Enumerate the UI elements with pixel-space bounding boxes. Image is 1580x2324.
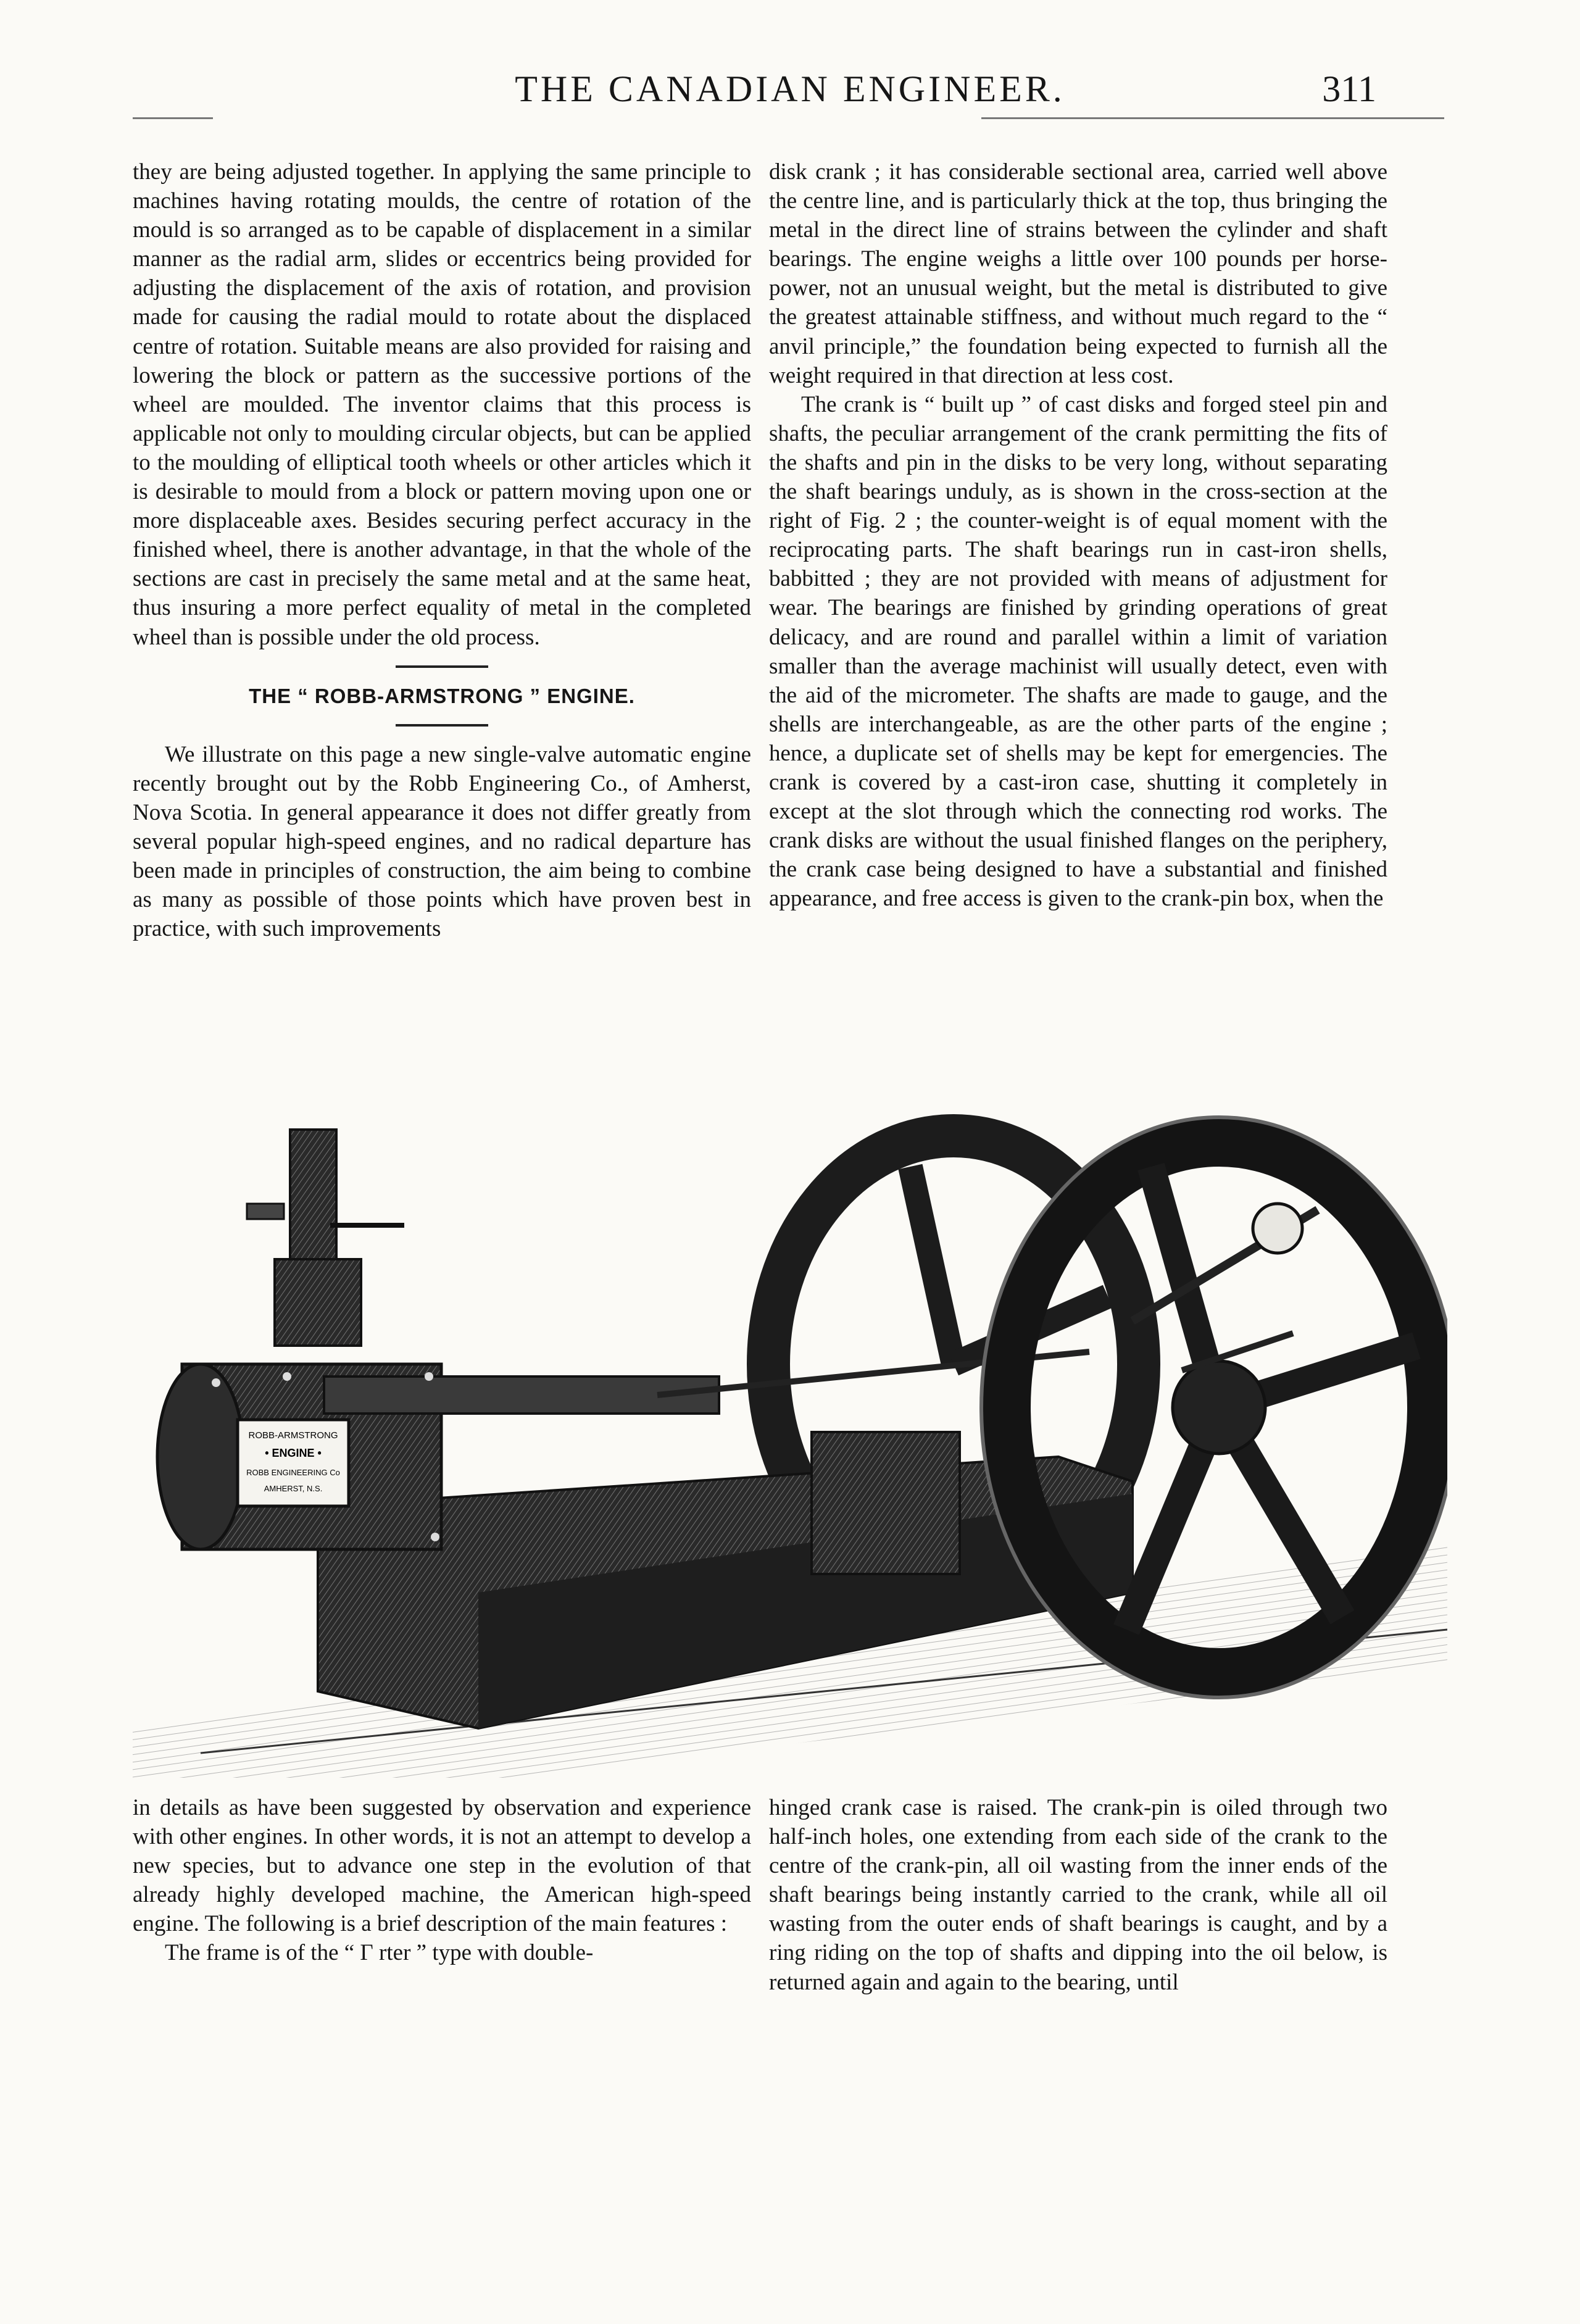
right-column-top — [769, 157, 1387, 913]
section-rule-top — [396, 665, 488, 668]
paragraph-intro: We illustrate on this page a new single-valve automatic engine recently brought out by the Robb Engineering Co., of Amherst, Nova Scotia. In general appearance it does not differ greatly from several popular high-speed engines, and no radical departure has been made in principles of construction, the aim being to combine as many as possible of those points which have proven best in practice, with such improvements — [133, 741, 751, 942]
left-column-bottom — [133, 1793, 751, 1968]
right-column-bottom — [769, 1793, 1387, 1997]
paragraph-oiling: hinged crank case is raised. The crank-pin is oiled through two half-inch holes, one extending from each side of the crank to the centre of the crank-pin, all oil wasting from the inner ends of the shaft bearings being instantly carried to the crank, while all oil wasting from the outer ends of shaft bearings is caught, and by a ring riding on the top of shafts and dipping into the oil below, is returned again and again to the bearing, until — [769, 1795, 1387, 1995]
paragraph-disk-crank: disk crank ; it has considerable sectional area, carried well above the centre line, and is particularly thick at the top, thus bringing the metal in the direct line of strains between the cylinder and shaft bearings. The engine weighs a little over 100 pounds per horse-power, not an unusual weight, but the metal is distributed to give the greatest attainable stiffness, and without much regard to the “ anvil principle,” the foundation being expected to furnish all the weight required in that direction at less cost. — [769, 159, 1387, 388]
engine-illustration — [133, 1111, 1447, 1778]
header-rule-left — [133, 117, 213, 119]
nameplate-line-3: ROBB ENGINEERING Co — [246, 1468, 340, 1477]
nameplate-line-1: ROBB-ARMSTRONG — [248, 1430, 338, 1441]
paragraph-crank: The crank is “ built up ” of cast disks and forged steel pin and shafts, the peculiar arrangement of the crank permitting the fits of the shafts and pin in the disks to be very long, without separating the shaft bearings unduly, as is shown in the cross-section at the right of Fig. 2 ; the counter-weight is of equal moment with the reciprocating parts. The shaft bearings run in cast-iron shells, babbitted ; they are not provided with means of adjustment for wear. The bearings are finished by grinding operations of great delicacy, and are round and parallel within a limit of variation smaller than the average machinist will usually detect, even with the aid of the micrometer. The shafts are made to gauge, and the shells are interchangeable, as are the other parts of the engine ; hence, a duplicate set of shells may be kept for emergencies. The crank is covered by a cast-iron case, shutting it completely in except at the slot through which the connecting rod works. The crank disks are without the usual finished flanges on the periphery, the crank case being designed to have a substantial and finished appearance, and free access is given to the crank-pin box, when the — [769, 391, 1387, 912]
nameplate-line-4: AMHERST, N.S. — [264, 1484, 323, 1493]
section-title: THE “ ROBB-ARMSTRONG ” ENGINE. — [249, 684, 635, 707]
paragraph-continued: they are being adjusted together. In applying the same principle to machines having rotating moulds, the centre of rotation of the mould is so arranged as to be capable of displacement in a similar manner as the radial arm, slides or eccentrics being provided for adjusting the displacement of the axis of rotation, and provision made for causing the radial mould to rotate about the displaced centre of rotation. Suitable means are also provided for raising and lowering the block or pattern as the successive portions of the wheel are moulded. The inventor claims that this process is applicable not only to moulding circular objects, but can be applied to the moulding of elliptical tooth wheels or other articles which it is desirable to mould from a block or pattern moving upon one or more displaceable axes. Besides securing perfect accuracy in the finished wheel, there is another advantage, in that the whole of the sections are cast in precisely the same metal and at the same heat, thus insuring a more perfect equality of metal in the completed wheel than is possible under the old process. — [133, 159, 751, 650]
nameplate-line-2: • ENGINE • — [265, 1447, 322, 1459]
paragraph-details: in details as have been suggested by observation and experience with other engines. In other words, it is not an attempt to develop a new species, but to advance one step in the evolution of that already highly developed machine, the American high-speed engine. The following is a brief description of the main features : — [133, 1795, 751, 1937]
header-rule-right — [981, 117, 1444, 119]
journal-title: THE CANADIAN ENGINEER. — [515, 69, 1065, 109]
section-rule-bottom — [396, 724, 488, 727]
valve-chest-column — [247, 1130, 404, 1346]
running-head — [0, 68, 1580, 123]
nameplate — [238, 1420, 349, 1506]
paragraph-frame: The frame is of the “ Г rter ” type with double- — [165, 1940, 594, 1966]
page-number: 311 — [1322, 69, 1376, 109]
left-column-top — [133, 157, 751, 943]
